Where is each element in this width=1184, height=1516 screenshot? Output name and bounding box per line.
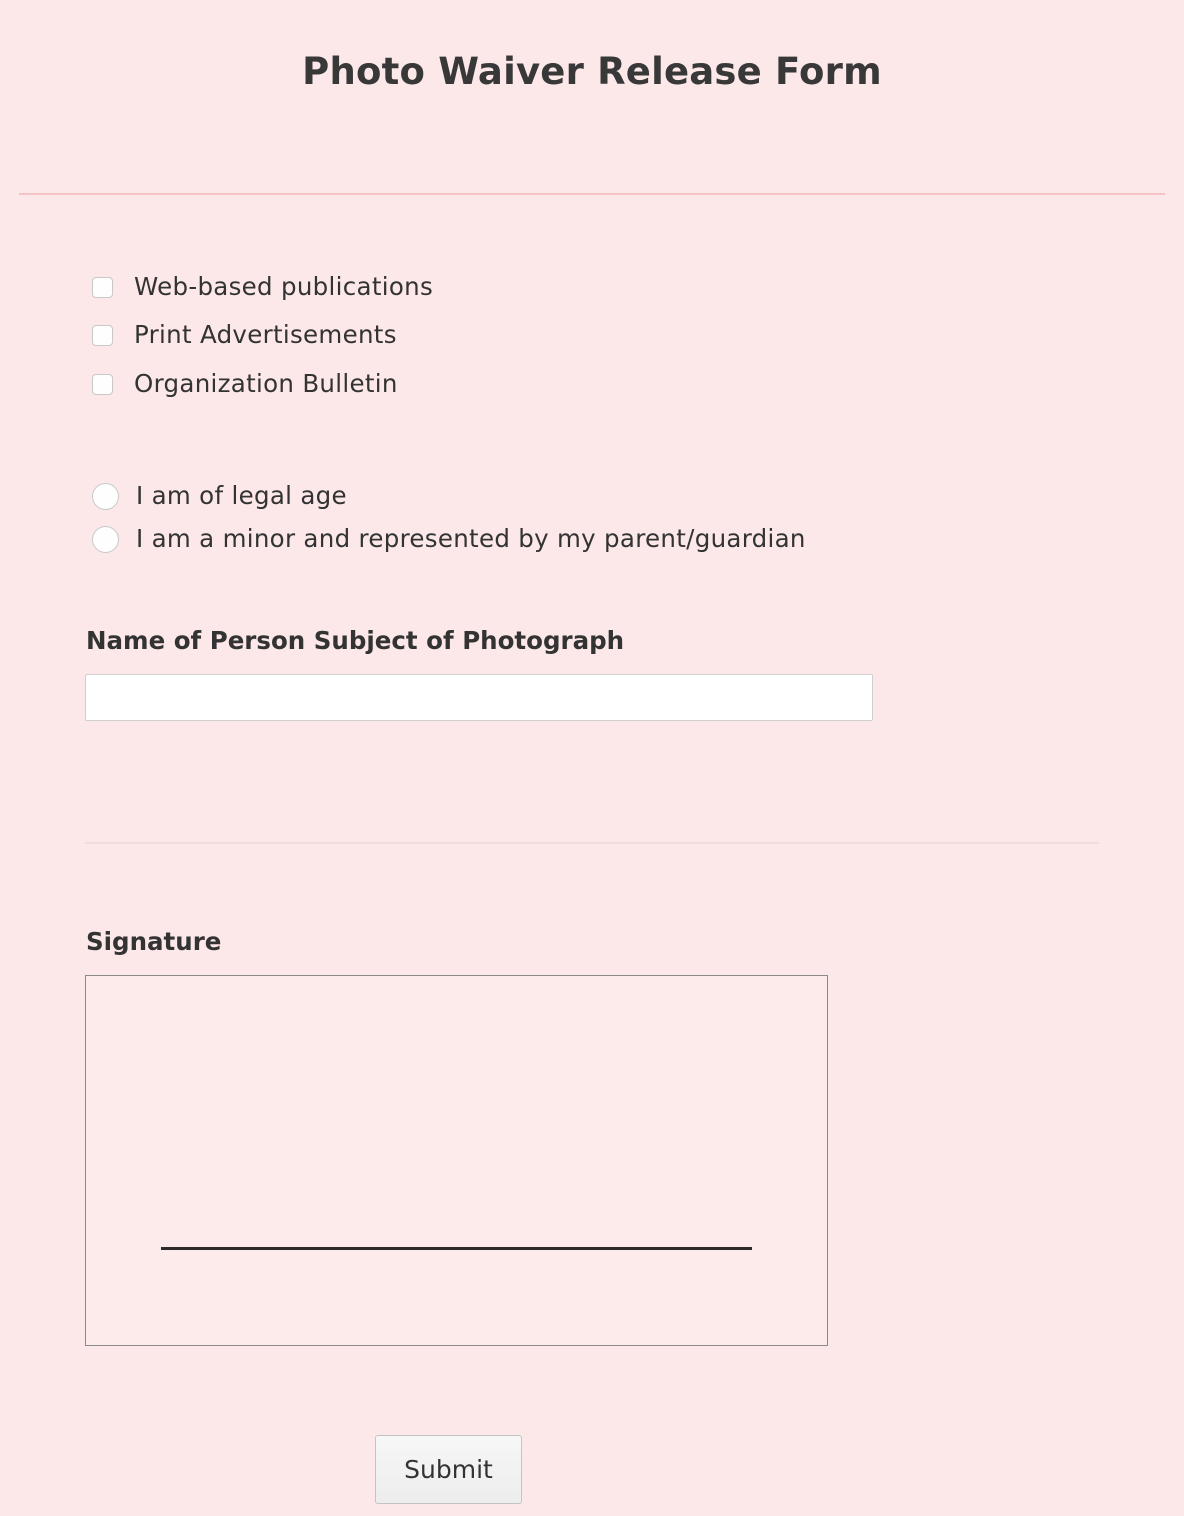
page-title: Photo Waiver Release Form [302, 50, 882, 93]
usage-checkbox-group [92, 262, 433, 408]
radio-button[interactable] [92, 483, 119, 510]
checkbox-label: Web-based publications [134, 271, 434, 301]
signature-label: Signature [86, 927, 222, 956]
radio-button[interactable] [92, 526, 119, 553]
age-radio-group [92, 474, 806, 560]
checkbox-option-web-based-publications[interactable] [92, 262, 433, 311]
checkbox-option-print-advertisements[interactable] [92, 311, 433, 360]
title-divider [19, 193, 1165, 195]
radio-label: I am a minor and represented by my parent/guardian [136, 524, 806, 553]
checkbox-label: Organization Bulletin [134, 368, 398, 398]
checkbox[interactable] [92, 277, 113, 298]
signature-baseline [161, 1247, 752, 1250]
radio-label: I am of legal age [136, 481, 347, 510]
checkbox[interactable] [92, 325, 113, 346]
checkbox-label: Print Advertisements [134, 320, 397, 350]
name-field-label: Name of Person Subject of Photograph [86, 626, 625, 655]
checkbox-option-organization-bulletin[interactable] [92, 359, 433, 408]
signature-pad[interactable] [85, 975, 828, 1346]
submit-button[interactable]: Submit [375, 1435, 522, 1504]
name-input[interactable] [85, 674, 873, 721]
checkbox[interactable] [92, 374, 113, 395]
radio-option-minor[interactable] [92, 517, 806, 560]
section-divider [85, 842, 1099, 844]
radio-option-legal-age[interactable] [92, 474, 806, 517]
